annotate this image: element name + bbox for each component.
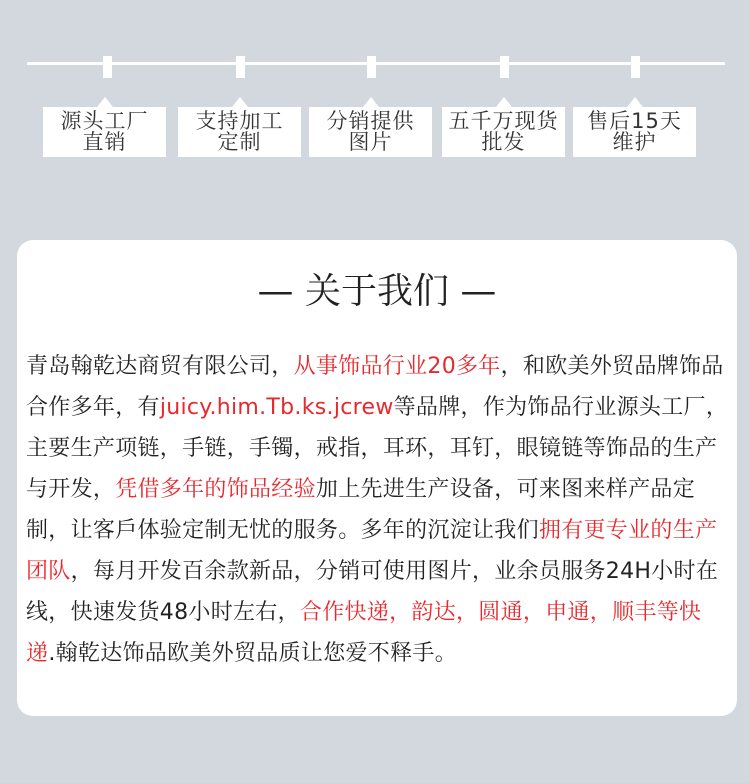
description-segment: 加上先进生产设备，可来图来样产品定制，让客戶体验定制无忧的服务。多年的沉淀让我们 bbox=[26, 477, 696, 543]
feature-line2: 直销 bbox=[82, 130, 127, 154]
description-highlight: 凭借多年的饰品经验 bbox=[115, 477, 316, 502]
timeline-tick bbox=[631, 56, 640, 78]
feature-badge-distribution-images bbox=[309, 107, 432, 157]
feature-line1: 售后15天 bbox=[587, 109, 682, 133]
feature-badge-customization bbox=[178, 107, 301, 157]
description-highlight: juicy.him.Tb.ks.jcrew bbox=[159, 395, 394, 420]
feature-badge-wholesale-stock bbox=[442, 107, 565, 157]
feature-line2: 批发 bbox=[481, 130, 526, 154]
timeline-line bbox=[27, 62, 725, 65]
feature-line1: 五千万现货 bbox=[448, 109, 559, 133]
description-segment: .翰乾达饰品欧美外贸品质让您爱不释手。 bbox=[48, 641, 458, 666]
feature-line1: 源头工厂 bbox=[60, 109, 149, 133]
about-us-description bbox=[26, 346, 729, 674]
feature-line2: 图片 bbox=[348, 130, 393, 154]
description-highlight: 合作快递，韵达，圆通，申通，顺丰等快递 bbox=[26, 600, 702, 666]
feature-badge-factory-direct bbox=[43, 107, 166, 157]
description-highlight: 从事饰品行业20多年 bbox=[293, 354, 501, 379]
feature-badge-after-sales bbox=[573, 107, 696, 157]
timeline-tick bbox=[500, 56, 509, 78]
feature-line2: 定制 bbox=[217, 130, 262, 154]
about-us-card bbox=[17, 240, 737, 716]
feature-line1: 支持加工 bbox=[195, 109, 284, 133]
description-segment: 青岛翰乾达商贸有限公司， bbox=[26, 354, 294, 379]
about-us-title: — 关于我们 — bbox=[257, 271, 497, 312]
description-segment: 等品牌，作为饰品行业源头工厂，主要生产项链，手链，手镯，戒指，耳环，耳钉，眼镜链等饰品的生产与开发， bbox=[26, 395, 729, 502]
timeline-tick bbox=[103, 56, 112, 78]
timeline-tick bbox=[367, 56, 376, 78]
feature-line2: 维护 bbox=[612, 130, 657, 154]
feature-line1: 分销提供 bbox=[326, 109, 415, 133]
description-segment: ，和欧美外贸品牌饰品合作多年，有 bbox=[26, 354, 724, 420]
description-highlight: 拥有更专业的生产团队 bbox=[26, 518, 718, 584]
timeline-tick bbox=[236, 56, 245, 78]
description-segment: ，每月开发百余款新品，分销可使用图片，业余员服务24H小时在线，快速发货48小时左右， bbox=[26, 559, 719, 625]
